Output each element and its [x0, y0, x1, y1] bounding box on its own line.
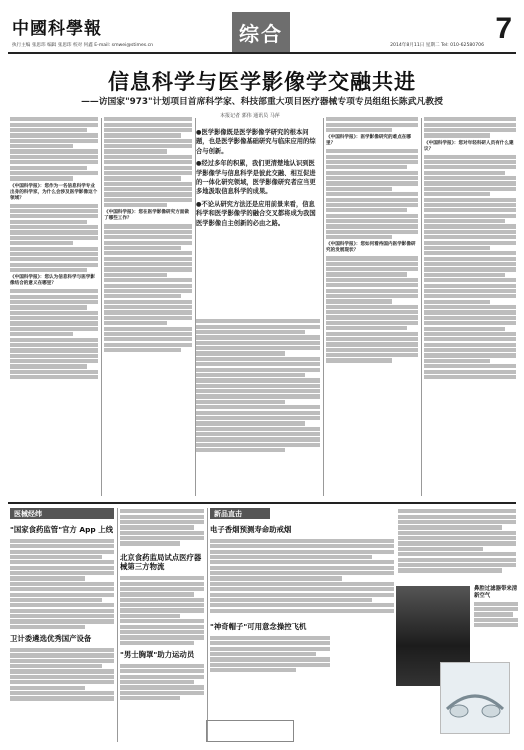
column-divider [421, 118, 422, 496]
section-header-new-products: 新品直击 [210, 508, 270, 519]
bottom-right-section [210, 508, 394, 742]
news-headline: 电子香烟预测寿命助戒烟 [210, 525, 292, 534]
column-divider [117, 508, 118, 742]
q-head-3: 《中国科学报》：您在医学影像研究方面做了哪些工作？ [104, 210, 189, 222]
article-column-1 [10, 116, 98, 496]
pull-quote-3: ●不论从研究方法还是应用前景来看，信息科学和医学影像学的融合交叉都将成为我国医学影像自主创新的必由之路。 [196, 200, 316, 227]
pull-quote-2: ●经过多年的积累，我们更清楚地认识到医学影像学与信息科学是彼此交融、相互促进的一体化研究领域，医学影像研究者应当更多地汲取信息科学的成果。 [196, 160, 316, 196]
section-header-medtech: 医械经纬 [10, 508, 114, 519]
q-head-2: 《中国科学报》：您认为信息科学与医学影像结合的意义在哪里？ [10, 275, 95, 287]
news-headline: "国家食药监管"官方 App 上线 [10, 525, 114, 534]
article-column-4 [326, 116, 418, 496]
article-subhead: ——访国家"973"计划项目首席科学家、科技部重大项目医疗器械专项专员组组长陈武凡教授 [81, 97, 443, 107]
article-column-5 [424, 116, 516, 496]
section-label: 综合 [232, 12, 290, 52]
masthead-logo: 中國科學報 [12, 19, 102, 39]
photo-nasal-filter [440, 662, 510, 734]
bottom-right-column [398, 508, 516, 582]
pull-quote-1: ●医学影像既是医学影像学研究的根本问题，也是医学影像基础研究与临床应用的综合与创新。 [196, 129, 316, 155]
q-head-4: 《中国科学报》：医学影像研究的难点在哪里？ [326, 135, 411, 147]
column-divider [323, 118, 324, 496]
q-head-1: 《中国科学报》：您作为一名信息科学专业出身的科学家，为什么会涉及医学影像这个领域？ [10, 183, 98, 201]
masthead-meta-left: 执行主编 张思玮 编辑 张思玮 校对 何鑫 E-mail: smwei@stimes.cn [12, 43, 154, 48]
nasal-filter-icon [441, 663, 509, 733]
section-rule [8, 502, 516, 504]
news-headline: 北京食药监局试点医疗器械第三方物流 [120, 552, 202, 572]
article-column-2 [104, 116, 192, 496]
bottom-middle-section [120, 508, 204, 742]
article-headline: 信息科学与医学影像学交融共进 [108, 69, 416, 94]
news-headline: 鼻腔过滤器带来清新空气 [474, 586, 518, 600]
article-byline: 本报记者 郭伟 通讯员 马萍 [220, 113, 280, 119]
news-headline: "男士胸罩"助力运动员 [120, 650, 195, 660]
photo-caption-frame [206, 720, 294, 742]
masthead-rule [8, 52, 516, 54]
news-headline: "神奇帽子"可用意念操控飞机 [210, 622, 307, 632]
q-head-5: 《中国科学报》：您如何看待国内医学影像研究的发展现状？ [326, 242, 416, 254]
masthead-meta-right: 2014年8月11日 星期二 Tel: 010-62580706 [390, 43, 484, 48]
news-headline: 卫计委遴选优秀国产设备 [10, 634, 92, 644]
article-column-3 [196, 318, 320, 496]
pull-quotes [196, 128, 320, 231]
column-divider [207, 508, 208, 742]
column-divider [101, 118, 102, 496]
nasal-filter-block [474, 586, 518, 666]
q-head-6: 《中国科学报》：您对年轻科研人员有什么建议？ [424, 140, 514, 152]
page-number: 7 [495, 12, 512, 45]
bottom-left-section [10, 508, 114, 742]
